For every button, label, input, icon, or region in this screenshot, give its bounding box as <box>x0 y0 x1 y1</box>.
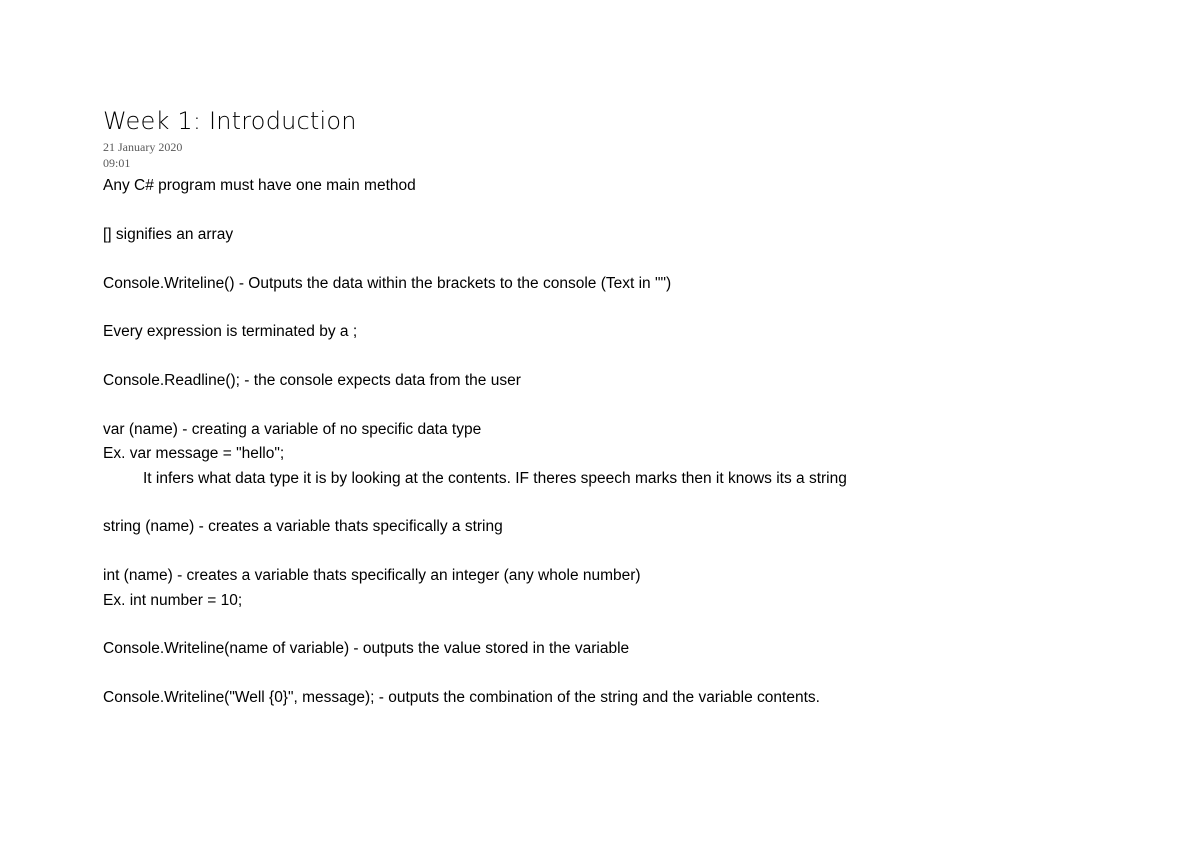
note-line: Any C# program must have one main method <box>103 177 416 194</box>
blank-line <box>103 613 1163 637</box>
blank-line <box>103 345 1163 369</box>
note-line: Ex. var message = "hello"; <box>103 445 285 463</box>
note-line: Console.Readline(); - the console expects data from the user <box>103 372 521 390</box>
note-time: 09:01 <box>103 156 131 170</box>
blank-line <box>103 540 1163 564</box>
note-line: Console.Writeline(name of variable) - outputs the value stored in the variable <box>103 640 630 658</box>
note-body <box>103 174 1163 711</box>
note-line-indented: It infers what data type it is by looking at the contents. IF theres speech marks then it knows its a string <box>143 469 847 487</box>
blank-line <box>103 296 1163 320</box>
blank-line <box>103 247 1163 271</box>
note-line: [] signifies an array <box>103 225 234 243</box>
note-date: 21 January 2020 <box>103 140 183 154</box>
note-line: Console.Writeline() - Outputs the data within the brackets to the console (Text in "") <box>103 274 672 292</box>
note-line: Ex. int number = 10; <box>103 591 243 609</box>
note-line: int (name) - creates a variable thats specifically an integer (any whole number) <box>103 567 641 585</box>
note-line: Console.Writeline("Well {0}", message); - outputs the combination of the string and the variable contents. <box>103 689 820 707</box>
note-line: string (name) - creates a variable thats specifically a string <box>103 518 503 536</box>
note-line: var (name) - creating a variable of no specific data type <box>103 420 482 438</box>
blank-line <box>103 662 1163 686</box>
blank-line <box>103 394 1163 418</box>
page-title: Week 1: Introduction <box>103 107 357 135</box>
note-line: Every expression is terminated by a ; <box>103 323 358 341</box>
blank-line <box>103 198 1163 222</box>
blank-line <box>103 491 1163 515</box>
